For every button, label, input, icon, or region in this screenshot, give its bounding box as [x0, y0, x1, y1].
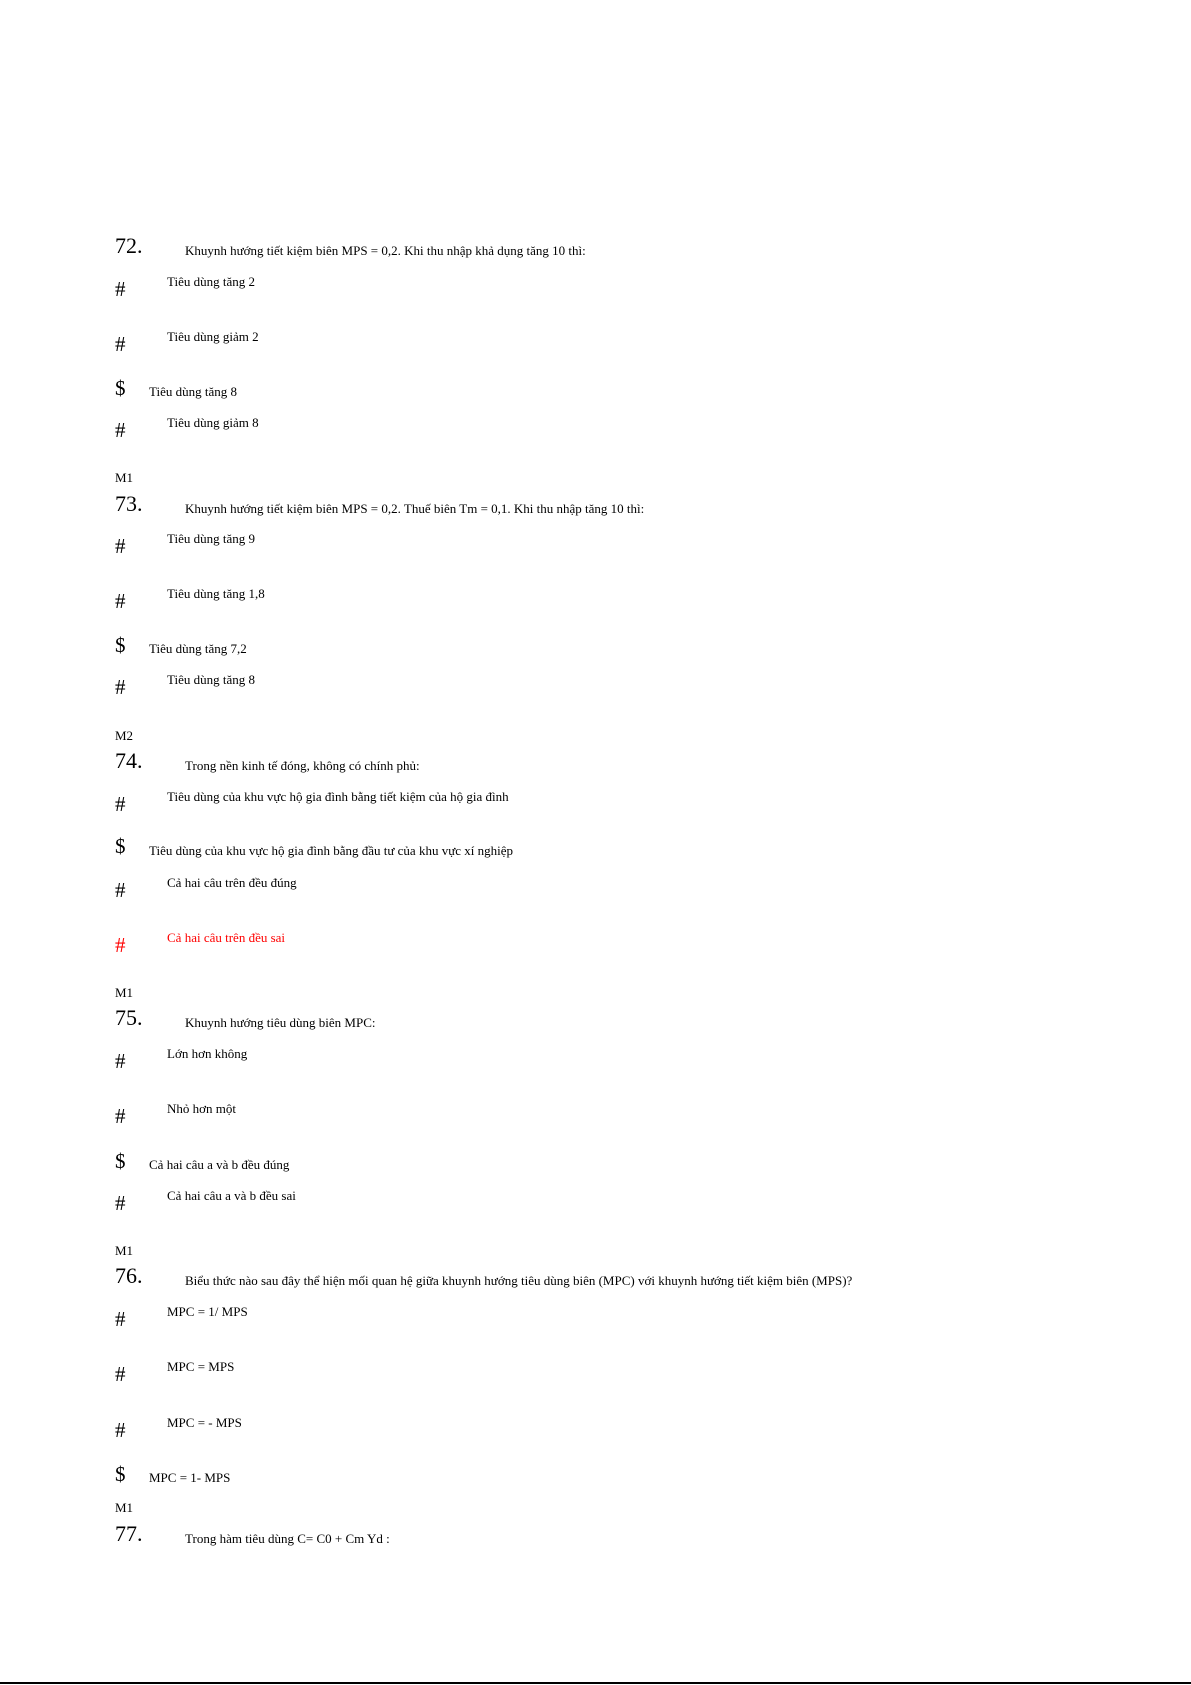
- option-marker: #: [115, 1104, 126, 1128]
- option-marker: #: [115, 332, 126, 356]
- correct-option-text: Tiêu dùng tăng 7,2: [149, 641, 247, 656]
- option-text: Tiêu dùng tăng 2: [167, 274, 255, 289]
- question-number: 72.: [115, 233, 143, 258]
- option-marker: #: [115, 1418, 126, 1442]
- question-text: Khuynh hướng tiết kiệm biên MPS = 0,2. Khi thu nhập khả dụng tăng 10 thì:: [185, 243, 586, 258]
- question-text: Biểu thức nào sau đây thể hiện mối quan hệ giữa khuynh hướng tiêu dùng biên (MPC) với khuynh hướng tiết kiệm biên (MPS)?: [185, 1273, 853, 1288]
- difficulty-level: M1: [115, 1243, 134, 1258]
- option-text: Cả hai câu a và b đều sai: [167, 1188, 296, 1203]
- option-marker: #: [115, 1191, 126, 1215]
- option-text: Tiêu dùng giảm 8: [167, 415, 259, 430]
- question-number: 74.: [115, 748, 143, 773]
- correct-marker: $: [115, 376, 126, 400]
- correct-marker: $: [115, 633, 126, 657]
- correct-marker: $: [115, 1462, 126, 1486]
- page-bottom-rule: [0, 1682, 1191, 1684]
- difficulty-level: M1: [115, 470, 134, 485]
- option-marker: #: [115, 418, 126, 442]
- question-number: 75.: [115, 1005, 143, 1030]
- option-marker: #: [115, 675, 126, 699]
- option-marker: #: [115, 534, 126, 558]
- difficulty-level: M1: [115, 1500, 134, 1515]
- difficulty-level: M2: [115, 728, 134, 743]
- question-number: 76.: [115, 1263, 143, 1288]
- option-marker: #: [115, 589, 126, 613]
- option-marker: #: [115, 792, 126, 816]
- option-text: Lớn hơn không: [167, 1046, 248, 1061]
- option-marker: #: [115, 878, 126, 902]
- question-text: Khuynh hướng tiết kiệm biên MPS = 0,2. Thuế biên Tm = 0,1. Khi thu nhập tăng 10 thì:: [185, 501, 645, 516]
- correct-option-text: Tiêu dùng tăng 8: [149, 384, 237, 399]
- option-text: Tiêu dùng tăng 1,8: [167, 586, 265, 601]
- option-marker: #: [115, 277, 126, 301]
- option-text: Nhỏ hơn một: [167, 1101, 236, 1116]
- correct-option-text: Cả hai câu a và b đều đúng: [149, 1157, 290, 1172]
- question-text: Trong hàm tiêu dùng C= C0 + Cm Yd :: [185, 1531, 390, 1546]
- question-number: 77.: [115, 1521, 143, 1546]
- question-number: 73.: [115, 491, 143, 516]
- option-text: Tiêu dùng của khu vực hộ gia đình bằng tiết kiệm của hộ gia đình: [167, 789, 509, 804]
- option-marker: #: [115, 1049, 126, 1073]
- option-text: Tiêu dùng giảm 2: [167, 329, 259, 344]
- option-marker: #: [115, 1362, 126, 1386]
- correct-option-text: MPC = 1- MPS: [149, 1470, 231, 1485]
- option-text: MPC = MPS: [167, 1359, 235, 1374]
- option-marker: #: [115, 1307, 126, 1331]
- option-text: Tiêu dùng tăng 9: [167, 531, 255, 546]
- correct-marker: $: [115, 834, 126, 858]
- correct-option-text: Tiêu dùng của khu vực hộ gia đình bằng đầu tư của khu vực xí nghiệp: [149, 843, 514, 858]
- option-text: MPC = - MPS: [167, 1415, 242, 1430]
- correct-marker: $: [115, 1149, 126, 1173]
- option-text: Tiêu dùng tăng 8: [167, 672, 255, 687]
- option-marker: #: [115, 933, 126, 957]
- option-text: MPC = 1/ MPS: [167, 1304, 248, 1319]
- question-text: Trong nền kinh tế đóng, không có chính phủ:: [185, 758, 420, 773]
- option-text: Cả hai câu trên đều sai: [167, 930, 286, 945]
- difficulty-level: M1: [115, 985, 134, 1000]
- question-text: Khuynh hướng tiêu dùng biên MPC:: [185, 1015, 376, 1030]
- option-text: Cả hai câu trên đều đúng: [167, 875, 297, 890]
